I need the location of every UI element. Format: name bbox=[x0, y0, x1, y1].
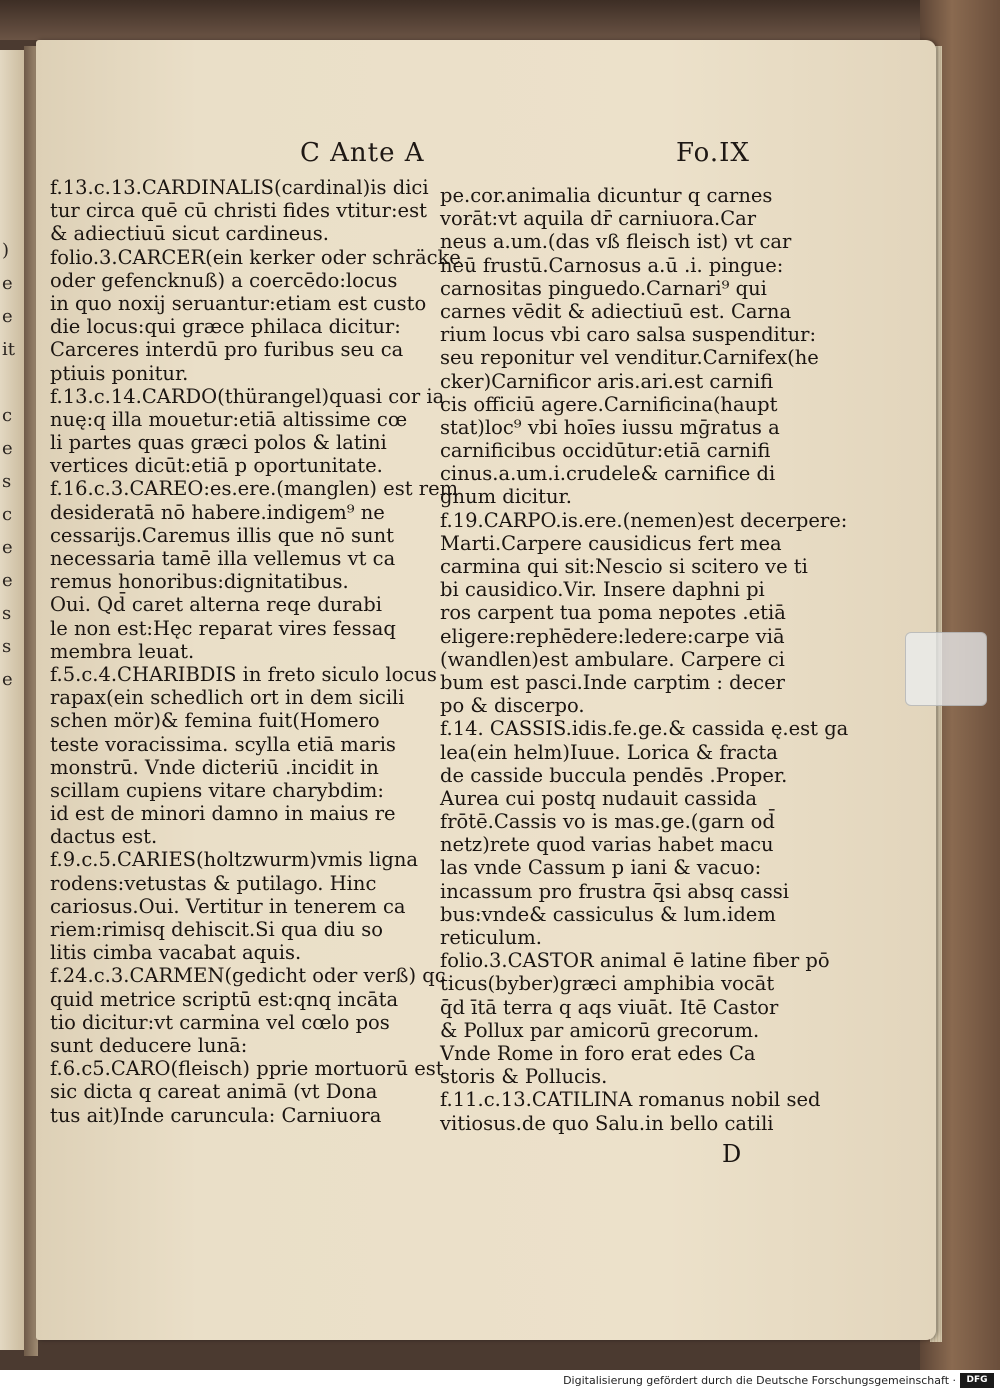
text-line: bum est pasci.Inde carptim : decer bbox=[440, 670, 785, 694]
text-line: cis officiū agere.Carnificina(haupt bbox=[440, 392, 778, 416]
text-line: cariosus.Oui. Vertitur in tenerem ca bbox=[50, 894, 406, 918]
text-line: vitiosus.de quo Salu.in bello catili bbox=[440, 1111, 774, 1135]
facing-page-letter bbox=[2, 372, 22, 405]
text-line: Vnde Rome in foro erat edes Ca bbox=[440, 1041, 756, 1065]
page-clip-tab bbox=[905, 632, 987, 706]
text-line: reticulum. bbox=[440, 926, 542, 949]
text-line: sic dicta q careat animā (vt Dona bbox=[50, 1080, 378, 1104]
text-line: Marti.Carpere causidicus fert mea bbox=[440, 531, 782, 555]
text-line: carnositas pinguedo.Carnari⁹ qui bbox=[440, 276, 767, 300]
text-line: id est de minori damno in maius re bbox=[50, 802, 396, 826]
text-line: desideratā nō habere.indigem⁹ ne bbox=[50, 500, 385, 524]
text-line: remus honoribus:dignitatibus. bbox=[50, 570, 349, 594]
text-line: las vnde Cassum p iani & vacuo: bbox=[440, 856, 762, 880]
facing-page-letter: it bbox=[2, 339, 15, 360]
text-line: pe.cor.animalia dicuntur q carnes bbox=[440, 184, 773, 207]
text-line: nuę:q illa mouetur:etiā altissime cœ bbox=[50, 407, 408, 431]
text-line: q̄d ītā terra q aqs viuāt. Itē Castor bbox=[440, 995, 779, 1019]
facing-page-letter: s bbox=[2, 636, 12, 657]
text-line: Aurea cui postq nudauit cassida bbox=[440, 786, 757, 810]
text-line: & Pollux par amicorū grecorum. bbox=[440, 1018, 760, 1042]
text-line: folio.3.CARCER(ein kerker oder schräcke bbox=[50, 245, 461, 269]
signature-mark: D bbox=[722, 1140, 742, 1168]
text-line: monstrū. Vnde dicteriū .incidit in bbox=[50, 755, 379, 779]
text-line: f.5.c.4.CHARIBDIS in freto siculo locus bbox=[50, 662, 437, 686]
text-line: scillam cupiens vitare charybdim: bbox=[50, 778, 384, 802]
facing-page-letter: e bbox=[2, 273, 13, 294]
text-line: f.13.c.13.CARDINALIS(cardinal)is dici bbox=[50, 176, 429, 199]
facing-page-letter: e bbox=[2, 570, 13, 591]
text-line: f.24.c.3.CARMEN(gedicht oder verß) qc bbox=[50, 964, 446, 988]
facing-page-letter: e bbox=[2, 537, 13, 558]
facing-page-letter: s bbox=[2, 603, 12, 624]
text-line: cker)Carnificor aris.ari.est carnifi bbox=[440, 369, 774, 393]
text-line: lea(ein helm)Iuue. Lorica & fracta bbox=[440, 740, 778, 764]
dfg-logo: DFG bbox=[960, 1373, 994, 1388]
text-line: (wandlen)est ambulare. Carpere ci bbox=[440, 647, 785, 671]
facing-page-letter: s bbox=[2, 471, 12, 492]
facing-page-letter: ) bbox=[2, 240, 10, 261]
text-line: f.6.c5.CARO(fleisch) pprie mortuorū est bbox=[50, 1057, 444, 1081]
footer-credit: Digitalisierung gefördert durch die Deutsche Forschungsgemeinschaft · bbox=[563, 1374, 956, 1387]
facing-page-edge bbox=[0, 50, 24, 1350]
text-line: netz)rete quod varias habet macu bbox=[440, 833, 774, 857]
text-line: f.9.c.5.CARIES(holtzwurm)vmis ligna bbox=[50, 848, 419, 872]
text-line: f.13.c.14.CARDO(thürangel)quasi cor ia bbox=[50, 384, 445, 408]
facing-page-letter: c bbox=[2, 405, 13, 426]
book-cover-top bbox=[0, 0, 1000, 40]
text-line: quid metrice scriptū est:qnq incāta bbox=[50, 987, 399, 1011]
facing-page-letter: c bbox=[2, 504, 13, 525]
text-line: & adiectiuū sicut cardineus. bbox=[50, 222, 329, 246]
text-line: tur circa quē cū christi fides vtitur:est bbox=[50, 199, 427, 223]
text-line: de casside buccula pendēs .Proper. bbox=[440, 763, 788, 787]
text-line: ros carpent tua poma nepotes .etiā bbox=[440, 601, 786, 625]
text-line: teste voracissima. scylla etiā maris bbox=[50, 732, 396, 756]
text-line: li partes quas græci polos & latini bbox=[50, 431, 387, 455]
text-line: neū frustū.Carnosus a.ū .i. pingue: bbox=[440, 253, 784, 277]
text-line: litis cimba vacabat aquis. bbox=[50, 941, 302, 965]
text-line: stat)loc⁹ vbi hoīes iussu mḡratus a bbox=[440, 415, 780, 439]
running-head: C Ante A bbox=[300, 138, 425, 168]
text-line: carmina qui sit:Nescio si scitero ve ti bbox=[440, 555, 808, 578]
facing-page-fragments bbox=[2, 240, 22, 702]
text-line: oder gefencknuß) a coercēdo:locus bbox=[50, 268, 398, 292]
text-line: ticus(byber)græci amphibia vocāt bbox=[440, 972, 775, 996]
folio-number: Fo.IX bbox=[676, 138, 750, 168]
text-line: neus a.um.(das vß fleisch ist) vt car bbox=[440, 230, 792, 254]
text-line: membra leuat. bbox=[50, 639, 195, 663]
footer-bar bbox=[0, 1370, 1000, 1392]
text-line: rodens:vetustas & putilago. Hinc bbox=[50, 871, 377, 895]
text-line: f.11.c.13.CATILINA romanus nobil sed bbox=[440, 1088, 821, 1112]
text-line: f.14. CASSIS.idis.fe.ge.& cassida ę.est ga bbox=[440, 717, 849, 741]
facing-page-letter: e bbox=[2, 669, 13, 690]
text-line: f.16.c.3.CAREO:es.ere.(manglen) est rem bbox=[50, 477, 459, 501]
text-line: gnum dicitur. bbox=[440, 485, 572, 509]
text-line: vertices dicūt:etiā p oportunitate. bbox=[50, 454, 383, 478]
text-line: cessarijs.Caremus illis que nō sunt bbox=[50, 523, 394, 547]
text-line: folio.3.CASTOR animal ē latine fiber pō bbox=[440, 949, 830, 973]
text-line: schen mör)& femina fuit(Homero bbox=[50, 709, 380, 733]
facing-page-letter: e bbox=[2, 438, 13, 459]
text-line: sunt deducere lunā: bbox=[50, 1033, 248, 1057]
right-text-column bbox=[440, 184, 849, 1135]
text-line: eligere:rephēdere:ledere:carpe viā bbox=[440, 624, 785, 648]
text-line: tus ait)Inde caruncula: Carniuora bbox=[50, 1103, 382, 1127]
text-line: tio dicitur:vt carmina vel cœlo pos bbox=[50, 1010, 390, 1034]
text-line: bi causidico.Vir. Insere daphni pi bbox=[440, 578, 765, 602]
text-line: necessaria tamē illa vellemus vt ca bbox=[50, 547, 396, 570]
text-line: cinus.a.um.i.crudele& carnifice di bbox=[440, 462, 776, 486]
text-line: vorāt:vt aquila dr̄ carniuora.Car bbox=[440, 207, 757, 231]
page-header bbox=[0, 138, 1000, 178]
text-line: Carceres interdū pro furibus seu ca bbox=[50, 338, 404, 362]
text-line: incassum pro frustra q̄si absq cassi bbox=[440, 879, 789, 903]
text-line: f.19.CARPO.is.ere.(nemen)est decerpere: bbox=[440, 508, 848, 532]
text-line: bus:vnde& cassiculus & lum.idem bbox=[440, 902, 776, 926]
text-line: carnificibus occidūtur:etiā carnifi bbox=[440, 439, 771, 463]
facing-page-letter: e bbox=[2, 306, 13, 327]
text-line: carnes vēdit & adiectiuū est. Carna bbox=[440, 299, 792, 323]
text-line: storis & Pollucis. bbox=[440, 1065, 608, 1089]
text-line: in quo noxij seruantur:etiam est custo bbox=[50, 291, 427, 315]
text-line: frōtē.Cassis vo is mas.ge.(garn od̄ bbox=[440, 810, 775, 834]
text-line: rium locus vbi caro salsa suspenditur: bbox=[440, 323, 817, 347]
left-text-column bbox=[50, 176, 461, 1127]
text-line: rapax(ein schedlich ort in dem sicili bbox=[50, 686, 405, 710]
text-line: dactus est. bbox=[50, 825, 158, 849]
text-line: seu reponitur vel venditur.Carnifex(he bbox=[440, 346, 819, 370]
text-line: riem:rimisq dehiscit.Si qua diu so bbox=[50, 918, 384, 941]
text-line: die locus:qui græce philaca dicitur: bbox=[50, 315, 401, 339]
text-line: Oui. Qd̄ caret alterna reqe durabi bbox=[50, 593, 383, 617]
text-line: ptiuis ponitur. bbox=[50, 361, 189, 385]
text-line: po & discerpo. bbox=[440, 694, 585, 718]
text-line: le non est:Hęc reparat vires fessaq bbox=[50, 616, 396, 640]
